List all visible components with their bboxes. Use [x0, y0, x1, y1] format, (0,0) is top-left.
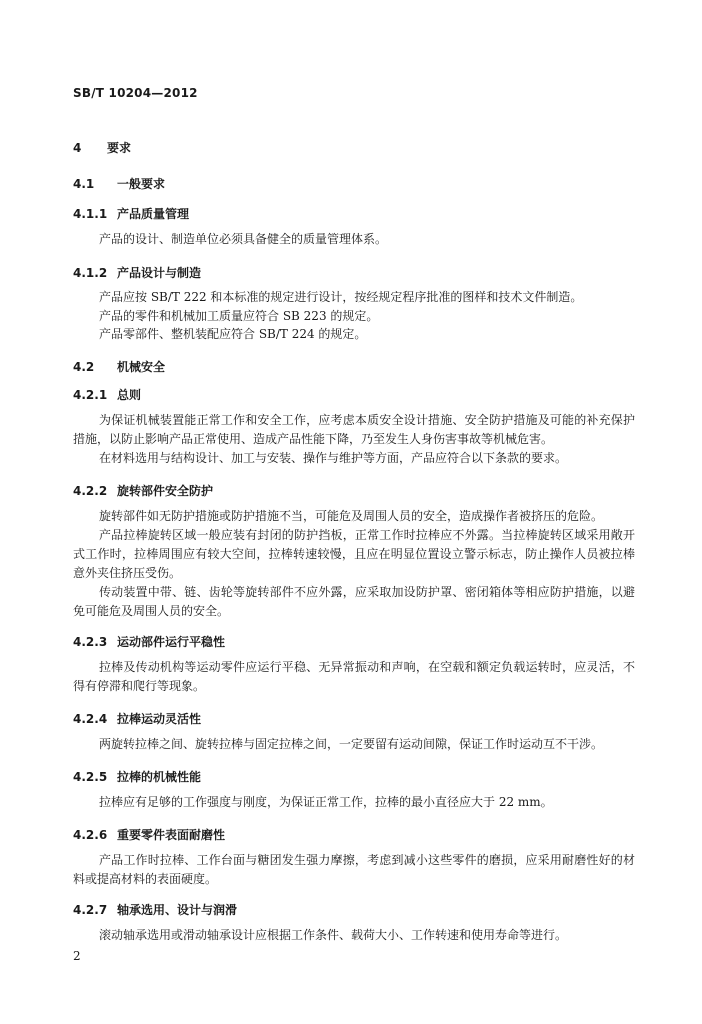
heading-title: 运动部件运行平稳性: [117, 635, 226, 649]
paragraph: 在材料选用与结构设计、加工与安装、操作与维护等方面，产品应符合以下条款的要求。: [99, 451, 568, 465]
heading-4-2-6: [73, 826, 225, 843]
paragraph: 拉棒及传动机构等运动零件应运行平稳、无异常振动和声响，在空载和额定负载运转时，应灵活，不得有停滞和爬行等现象。: [73, 660, 635, 693]
heading-4-2-4: [73, 710, 201, 727]
paragraph: 两旋转拉棒之间、旋转拉棒与固定拉棒之间，一定要留有运动间隙，保证工作时运动互不干涉。: [99, 737, 604, 751]
paragraph: 拉棒应有足够的工作强度与刚度，为保证正常工作，拉棒的最小直径应大于 22 mm。: [99, 795, 553, 809]
heading-number: 4.2: [73, 360, 95, 374]
heading-4-2-2: [73, 482, 213, 499]
heading-title: 机械安全: [117, 360, 166, 374]
heading-4-2-5: [73, 768, 201, 785]
paragraph: 产品应按 SB/T 222 和本标准的规定进行设计，按经规定程序批准的图样和技术文件制造。: [99, 290, 583, 304]
heading-4-1-2: [73, 264, 201, 281]
paragraph: 传动装置中带、链、齿轮等旋转部件不应外露，应采取加设防护罩、密闭箱体等相应防护措施，以避免可能危及周围人员的安全。: [73, 585, 635, 618]
heading-number: 4.2.1: [73, 388, 108, 402]
heading-number: 4.2.7: [73, 903, 108, 917]
paragraph: 旋转部件如无防护措施或防护措施不当，可能危及周围人员的安全，造成操作者被挤压的危险。: [99, 509, 604, 523]
paragraph: 为保证机械装置能正常工作和安全工作，应考虑本质安全设计措施、安全防护措施及可能的补充保护措施，以防止影响产品正常使用、造成产品性能下降，乃至发生人身伤害事故等机械危害。: [73, 413, 635, 446]
heading-number: 4.2.3: [73, 635, 108, 649]
heading-4-2: [73, 358, 165, 375]
heading-4-1: [73, 175, 165, 192]
heading-number: 4.2.5: [73, 770, 108, 784]
heading-title: 拉棒的机械性能: [117, 770, 202, 784]
heading-number: 4: [73, 141, 82, 155]
heading-title: 轴承选用、设计与润滑: [117, 903, 238, 917]
heading-number: 4.1: [73, 177, 95, 191]
heading-title: 要求: [107, 141, 132, 155]
standard-id: SB/T 10204—2012: [73, 86, 198, 100]
heading-number: 4.2.4: [73, 712, 108, 726]
paragraph: 产品拉棒旋转区域一般应装有封闭的防护挡板，正常工作时拉棒应不外露。当拉棒旋转区域采用敞开式工作时，拉棒周围应有较大空间，拉棒转速较慢，且应在明显位置设立警示标志，防止操作人员被拉棒意外夹住挤压受伤。: [73, 528, 635, 580]
heading-4-2-3: [73, 633, 225, 650]
heading-title: 一般要求: [117, 177, 166, 191]
heading-title: 产品质量管理: [117, 207, 190, 221]
heading-title: 重要零件表面耐磨性: [117, 828, 226, 842]
heading-4: [73, 139, 131, 156]
paragraph: 产品的零件和机械加工质量应符合 SB 223 的规定。: [99, 309, 379, 323]
heading-title: 旋转部件安全防护: [117, 484, 214, 498]
paragraph: 产品工作时拉棒、工作台面与糖团发生强力摩擦，考虑到减小这些零件的磨损，应采用耐磨性好的材料或提高材料的表面硬度。: [73, 853, 635, 886]
heading-number: 4.2.2: [73, 484, 108, 498]
paragraph: 产品零部件、整机装配应符合 SB/T 224 的规定。: [99, 327, 367, 341]
heading-4-2-1: [73, 386, 141, 403]
heading-4-2-7: [73, 901, 237, 918]
heading-title: 产品设计与制造: [117, 266, 202, 280]
paragraph: 滚动轴承选用或滑动轴承设计应根据工作条件、载荷大小、工作转速和使用寿命等进行。: [99, 928, 568, 942]
heading-number: 4.1.1: [73, 207, 108, 221]
page-number: 2: [73, 949, 81, 963]
heading-number: 4.1.2: [73, 266, 108, 280]
heading-title: 总则: [117, 388, 142, 402]
heading-4-1-1: [73, 205, 189, 222]
heading-title: 拉棒运动灵活性: [117, 712, 202, 726]
heading-number: 4.2.6: [73, 828, 108, 842]
paragraph: 产品的设计、制造单位必须具备健全的质量管理体系。: [99, 232, 388, 246]
